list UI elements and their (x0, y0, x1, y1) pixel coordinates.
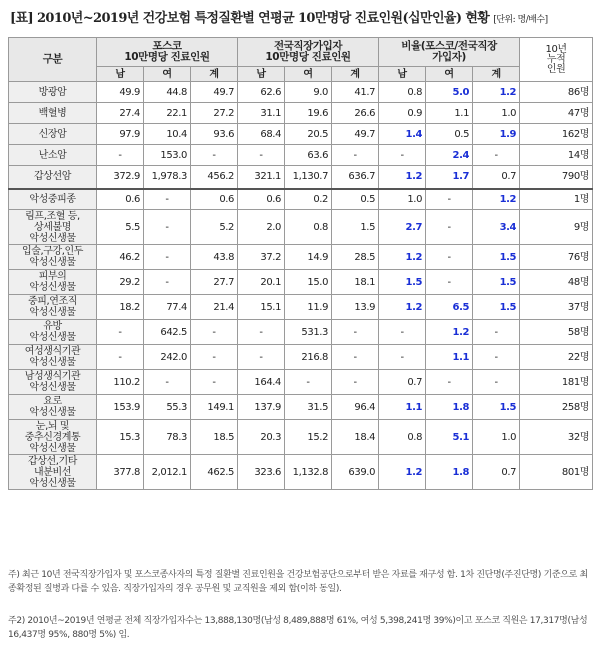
posco-female-cell: - (144, 245, 191, 270)
ratio-total-cell: 1.2 (473, 189, 520, 210)
row-label-line: 상세불명 (33, 221, 72, 233)
posco-male-cell: 15.3 (97, 420, 144, 455)
national-male-cell: - (238, 320, 285, 345)
row-label-line: 입술,구강,인두 (21, 246, 84, 257)
posco-female-cell: - (144, 189, 191, 210)
national-female-cell: 1,132.8 (285, 455, 332, 490)
table-row (9, 245, 593, 270)
posco-total-cell: - (191, 320, 238, 345)
posco-female-cell: 153.0 (144, 145, 191, 166)
header-national-line1: 전국직장가입자 (273, 40, 343, 52)
page-title (10, 8, 595, 30)
table-row (9, 370, 593, 395)
national-total-cell: - (332, 370, 379, 395)
row-label (9, 345, 97, 370)
national-male-cell: 68.4 (238, 124, 285, 145)
table-row (9, 295, 593, 320)
posco-male-cell: 29.2 (97, 270, 144, 295)
ratio-male-cell: - (379, 320, 426, 345)
ratio-female-cell: 1.7 (426, 166, 473, 189)
posco-male-cell: 153.9 (97, 395, 144, 420)
row-label-line: 피부의 (38, 271, 67, 282)
national-male-cell: 15.1 (238, 295, 285, 320)
header-national-female: 여 (285, 67, 332, 82)
row-label-line: 난소암 (38, 149, 67, 161)
national-total-cell: 26.6 (332, 103, 379, 124)
row-label-line: 중추신경계통 (24, 431, 81, 443)
national-male-cell: 2.0 (238, 210, 285, 245)
header-ratio-line2: 가입자) (432, 51, 466, 63)
national-female-cell: 14.9 (285, 245, 332, 270)
national-male-cell: 137.9 (238, 395, 285, 420)
header-posco-total: 계 (191, 67, 238, 82)
row-label-line: 악성신생물 (29, 382, 76, 393)
posco-female-cell: 78.3 (144, 420, 191, 455)
posco-male-cell: 97.9 (97, 124, 144, 145)
row-label (9, 189, 97, 210)
posco-male-cell: 0.6 (97, 189, 144, 210)
ten-year-cell: 1명 (520, 189, 593, 210)
row-label-line: 요로 (43, 396, 62, 407)
footnote-1: 주) 최근 10년 전국직장가입자 및 포스코종사자의 특정 질환별 진료인원을 건강보험공단으로부터 받은 자료를 재구성 함. 1차 진단명(주진단명) 기준으로 최종확정된 질병과 다를 수 있음. 직장가입자의 경우 공무원 및 교직원을 제외 함(이하 동일). (8, 570, 588, 594)
ratio-female-cell: - (426, 270, 473, 295)
row-label (9, 82, 97, 103)
ratio-male-cell: 1.2 (379, 245, 426, 270)
row-label-line: 신장암 (38, 128, 67, 140)
posco-total-cell: - (191, 345, 238, 370)
posco-female-cell: 44.8 (144, 82, 191, 103)
national-total-cell: - (332, 145, 379, 166)
national-total-cell: 41.7 (332, 82, 379, 103)
ten-year-cell: 181명 (520, 370, 593, 395)
ratio-male-cell: 1.5 (379, 270, 426, 295)
row-label-line: 갑상선암 (33, 171, 72, 183)
ratio-total-cell: - (473, 320, 520, 345)
posco-female-cell: - (144, 210, 191, 245)
row-label (9, 210, 97, 245)
national-female-cell: - (285, 370, 332, 395)
row-label-line: 눈,뇌 및 (35, 420, 70, 432)
posco-total-cell: 21.4 (191, 295, 238, 320)
national-male-cell: 323.6 (238, 455, 285, 490)
ratio-female-cell: 1.1 (426, 103, 473, 124)
header-ratio-total: 계 (473, 67, 520, 82)
ratio-female-cell: 2.4 (426, 145, 473, 166)
table-row (9, 82, 593, 103)
posco-total-cell: - (191, 145, 238, 166)
national-male-cell: - (238, 345, 285, 370)
posco-total-cell: 456.2 (191, 166, 238, 189)
national-female-cell: 9.0 (285, 82, 332, 103)
national-male-cell: 20.1 (238, 270, 285, 295)
ratio-female-cell: 1.8 (426, 455, 473, 490)
posco-male-cell: 18.2 (97, 295, 144, 320)
posco-female-cell: 1,978.3 (144, 166, 191, 189)
header-ten-year-line2: 누적 (546, 53, 566, 65)
ratio-male-cell: 1.1 (379, 395, 426, 420)
posco-female-cell: - (144, 270, 191, 295)
row-label-line: 악성신생물 (29, 307, 76, 318)
posco-female-cell: - (144, 370, 191, 395)
ratio-total-cell: 0.7 (473, 166, 520, 189)
ten-year-cell: 22명 (520, 345, 593, 370)
table-row (9, 189, 593, 210)
national-total-cell: 96.4 (332, 395, 379, 420)
row-label-line: 악성신생물 (29, 442, 76, 454)
header-national-male: 남 (238, 67, 285, 82)
posco-female-cell: 2,012.1 (144, 455, 191, 490)
ten-year-cell: 48명 (520, 270, 593, 295)
national-male-cell: 20.3 (238, 420, 285, 455)
ratio-total-cell: - (473, 145, 520, 166)
ratio-total-cell: - (473, 370, 520, 395)
posco-male-cell: 46.2 (97, 245, 144, 270)
row-label-line: 림프,조혈 등, (25, 210, 80, 222)
national-total-cell: 49.7 (332, 124, 379, 145)
ratio-female-cell: 0.5 (426, 124, 473, 145)
header-ratio-female: 여 (426, 67, 473, 82)
posco-female-cell: 10.4 (144, 124, 191, 145)
ratio-female-cell: 1.1 (426, 345, 473, 370)
header-posco-line2: 10만명당 진료인원 (124, 51, 210, 63)
ratio-female-cell: - (426, 370, 473, 395)
national-total-cell: - (332, 345, 379, 370)
ratio-female-cell: 5.0 (426, 82, 473, 103)
header-ten-year-line3: 인원 (546, 63, 566, 75)
national-female-cell: 15.0 (285, 270, 332, 295)
row-label (9, 420, 97, 455)
posco-female-cell: 22.1 (144, 103, 191, 124)
posco-total-cell: 5.2 (191, 210, 238, 245)
ten-year-cell: 790명 (520, 166, 593, 189)
table-row (9, 395, 593, 420)
national-female-cell: 20.5 (285, 124, 332, 145)
table-header-row (9, 38, 593, 67)
row-label-line: 방광암 (38, 86, 67, 98)
row-label (9, 395, 97, 420)
row-label-line: 중피,연조직 (27, 296, 78, 307)
ratio-male-cell: 0.9 (379, 103, 426, 124)
ten-year-cell: 32명 (520, 420, 593, 455)
national-male-cell: 31.1 (238, 103, 285, 124)
header-ratio (379, 38, 520, 67)
ratio-female-cell: 1.2 (426, 320, 473, 345)
posco-female-cell: 242.0 (144, 345, 191, 370)
unit-label: [단위: 명/배수] (493, 15, 548, 25)
national-total-cell: 0.5 (332, 189, 379, 210)
ratio-total-cell: 1.5 (473, 295, 520, 320)
row-label-line: 악성신생물 (29, 257, 76, 268)
ten-year-cell: 76명 (520, 245, 593, 270)
posco-male-cell: - (97, 145, 144, 166)
table-subheader-row (9, 67, 593, 82)
posco-total-cell: 27.2 (191, 103, 238, 124)
row-label (9, 245, 97, 270)
ratio-total-cell: 1.5 (473, 395, 520, 420)
ratio-male-cell: - (379, 145, 426, 166)
row-label (9, 370, 97, 395)
row-label-line: 유방 (43, 321, 62, 332)
row-label-line: 내분비선 (33, 466, 72, 478)
ten-year-cell: 9명 (520, 210, 593, 245)
national-female-cell: 1,130.7 (285, 166, 332, 189)
row-label-line: 악성신생물 (29, 232, 76, 244)
posco-total-cell: 149.1 (191, 395, 238, 420)
row-label (9, 124, 97, 145)
national-total-cell: 13.9 (332, 295, 379, 320)
ratio-female-cell: - (426, 245, 473, 270)
posco-male-cell: 372.9 (97, 166, 144, 189)
ratio-male-cell: 1.0 (379, 189, 426, 210)
ratio-total-cell: 1.0 (473, 103, 520, 124)
row-label-line: 악성신생물 (29, 357, 76, 368)
table-row (9, 320, 593, 345)
ratio-total-cell: - (473, 345, 520, 370)
national-female-cell: 15.2 (285, 420, 332, 455)
national-male-cell: 37.2 (238, 245, 285, 270)
ratio-female-cell: 5.1 (426, 420, 473, 455)
posco-male-cell: 377.8 (97, 455, 144, 490)
national-male-cell: 321.1 (238, 166, 285, 189)
national-total-cell: - (332, 320, 379, 345)
ten-year-cell: 801명 (520, 455, 593, 490)
ten-year-cell: 14명 (520, 145, 593, 166)
ratio-total-cell: 1.9 (473, 124, 520, 145)
ten-year-cell: 47명 (520, 103, 593, 124)
ten-year-cell: 86명 (520, 82, 593, 103)
ratio-male-cell: 0.8 (379, 420, 426, 455)
ratio-total-cell: 1.2 (473, 82, 520, 103)
national-total-cell: 18.4 (332, 420, 379, 455)
ratio-total-cell: 3.4 (473, 210, 520, 245)
data-table (8, 37, 593, 490)
header-national-total: 계 (332, 67, 379, 82)
national-female-cell: 19.6 (285, 103, 332, 124)
header-national-line2: 10만명당 진료인원 (265, 51, 351, 63)
table-row (9, 166, 593, 189)
posco-total-cell: - (191, 370, 238, 395)
posco-total-cell: 0.6 (191, 189, 238, 210)
posco-total-cell: 43.8 (191, 245, 238, 270)
ratio-female-cell: - (426, 189, 473, 210)
ratio-female-cell: 6.5 (426, 295, 473, 320)
row-label (9, 103, 97, 124)
ratio-total-cell: 0.7 (473, 455, 520, 490)
national-total-cell: 18.1 (332, 270, 379, 295)
ten-year-cell: 58명 (520, 320, 593, 345)
posco-total-cell: 18.5 (191, 420, 238, 455)
posco-male-cell: 110.2 (97, 370, 144, 395)
posco-male-cell: - (97, 345, 144, 370)
row-label-line: 남성생식기관 (24, 371, 81, 382)
posco-total-cell: 462.5 (191, 455, 238, 490)
header-posco (97, 38, 238, 67)
ratio-total-cell: 1.5 (473, 270, 520, 295)
row-label-line: 악성신생물 (29, 477, 76, 489)
posco-male-cell: 27.4 (97, 103, 144, 124)
ratio-male-cell: 1.4 (379, 124, 426, 145)
table-row (9, 124, 593, 145)
posco-female-cell: 55.3 (144, 395, 191, 420)
national-male-cell: 62.6 (238, 82, 285, 103)
table-row (9, 420, 593, 455)
national-total-cell: 636.7 (332, 166, 379, 189)
table-row (9, 270, 593, 295)
table-row (9, 145, 593, 166)
table-row (9, 345, 593, 370)
header-ten-year-line1: 10년 (545, 43, 567, 55)
ratio-female-cell: - (426, 210, 473, 245)
row-label (9, 320, 97, 345)
table-row (9, 103, 593, 124)
header-national (238, 38, 379, 67)
national-total-cell: 639.0 (332, 455, 379, 490)
ratio-male-cell: - (379, 345, 426, 370)
row-label (9, 145, 97, 166)
posco-total-cell: 27.7 (191, 270, 238, 295)
ratio-male-cell: 0.7 (379, 370, 426, 395)
row-label-line: 여성생식기관 (24, 346, 81, 357)
ratio-male-cell: 1.2 (379, 455, 426, 490)
ratio-total-cell: 1.5 (473, 245, 520, 270)
table-row (9, 455, 593, 490)
header-ratio-male: 남 (379, 67, 426, 82)
national-male-cell: - (238, 145, 285, 166)
row-label-line: 악성신생물 (29, 332, 76, 343)
ratio-male-cell: 1.2 (379, 295, 426, 320)
posco-total-cell: 49.7 (191, 82, 238, 103)
row-label-line: 악성신생물 (29, 407, 76, 418)
national-female-cell: 63.6 (285, 145, 332, 166)
row-label (9, 455, 97, 490)
header-ten-year (520, 38, 593, 82)
national-male-cell: 164.4 (238, 370, 285, 395)
header-posco-male: 남 (97, 67, 144, 82)
header-posco-female: 여 (144, 67, 191, 82)
posco-male-cell: - (97, 320, 144, 345)
ratio-total-cell: 1.0 (473, 420, 520, 455)
national-total-cell: 28.5 (332, 245, 379, 270)
national-female-cell: 11.9 (285, 295, 332, 320)
table-body (9, 38, 593, 490)
row-label (9, 295, 97, 320)
ten-year-cell: 162명 (520, 124, 593, 145)
row-label-line: 악성신생물 (29, 282, 76, 293)
ten-year-cell: 258명 (520, 395, 593, 420)
header-category: 구분 (9, 38, 97, 82)
national-male-cell: 0.6 (238, 189, 285, 210)
national-female-cell: 31.5 (285, 395, 332, 420)
national-total-cell: 1.5 (332, 210, 379, 245)
ratio-male-cell: 2.7 (379, 210, 426, 245)
row-label-line: 백혈병 (38, 107, 67, 119)
national-female-cell: 0.2 (285, 189, 332, 210)
row-label (9, 270, 97, 295)
posco-total-cell: 93.6 (191, 124, 238, 145)
row-label (9, 166, 97, 189)
posco-male-cell: 5.5 (97, 210, 144, 245)
row-label-line: 갑상선,기타 (27, 455, 78, 467)
national-female-cell: 216.8 (285, 345, 332, 370)
posco-female-cell: 642.5 (144, 320, 191, 345)
header-posco-line1: 포스코 (152, 40, 182, 52)
ratio-female-cell: 1.8 (426, 395, 473, 420)
ten-year-cell: 37명 (520, 295, 593, 320)
footnote-2: 주2) 2010년~2019년 연평균 전체 직장가입자수는 13,888,130명(남성 8,489,888명 61%, 여성 5,398,241명 39%)이고 포스코 직원은 17,317명(남성 16,437명 95%, 880명 5%) 임. (8, 616, 588, 640)
ratio-male-cell: 0.8 (379, 82, 426, 103)
table-row (9, 210, 593, 245)
national-female-cell: 531.3 (285, 320, 332, 345)
row-label-line: 악성중피종 (29, 193, 76, 205)
national-female-cell: 0.8 (285, 210, 332, 245)
title-text: [표] 2010년~2019년 건강보험 특정질환별 연평균 10만명당 진료인원(십만인율) 현황 (10, 11, 490, 26)
posco-female-cell: 77.4 (144, 295, 191, 320)
header-ratio-line1: 비율(포스코/전국직장 (401, 40, 497, 52)
posco-male-cell: 49.9 (97, 82, 144, 103)
ratio-male-cell: 1.2 (379, 166, 426, 189)
